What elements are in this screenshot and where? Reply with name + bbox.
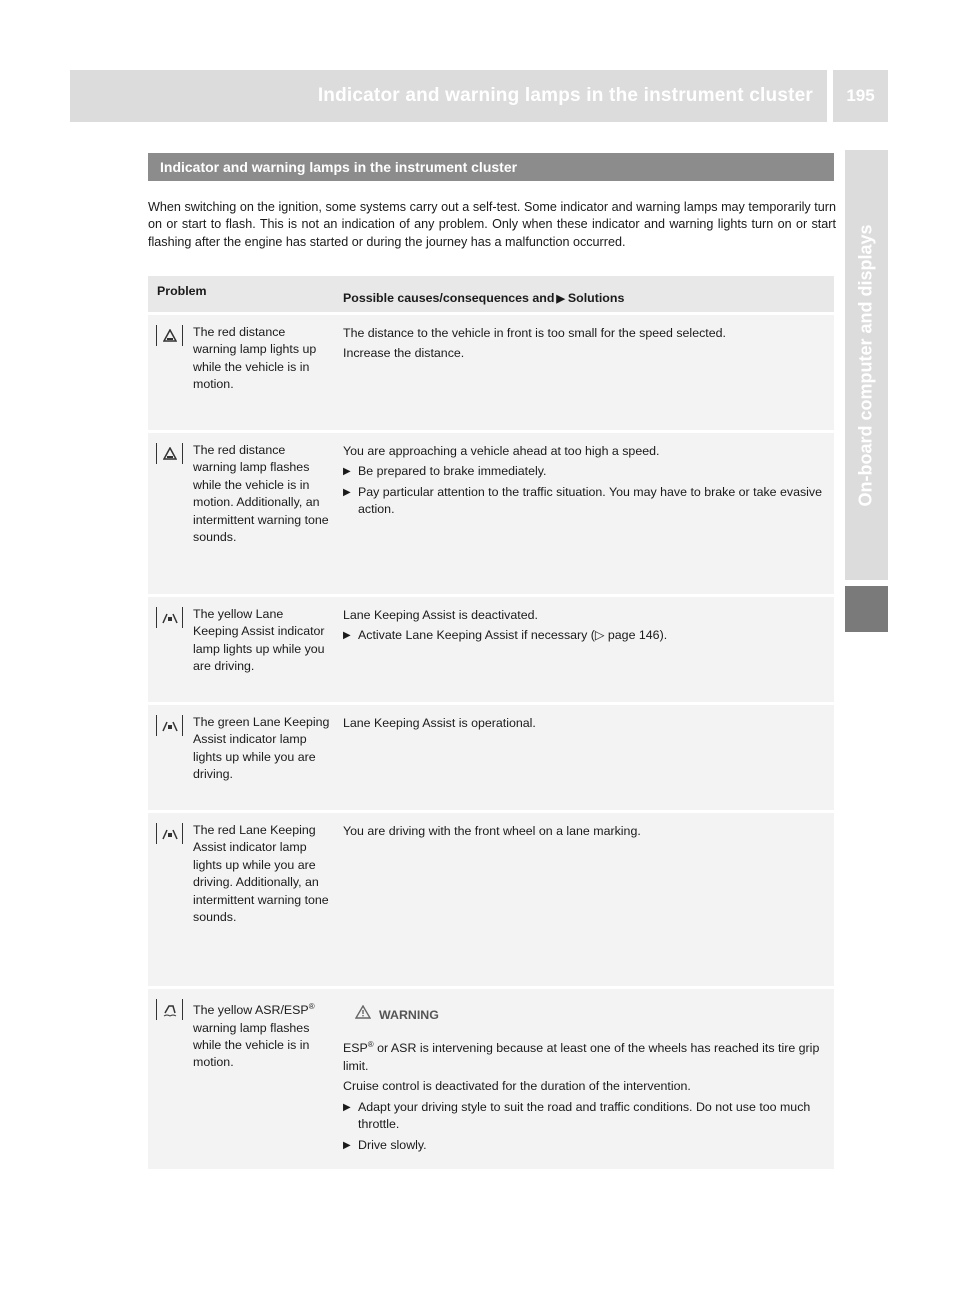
- warning-heading: [355, 1005, 824, 1024]
- solution-arrow-icon: ▶: [556, 293, 565, 305]
- side-chapter-tab: [845, 150, 888, 580]
- cause-text-part: ESP: [343, 1041, 368, 1056]
- table-row: [148, 813, 834, 986]
- distance-warning-icon: [156, 325, 183, 346]
- problem-text: The yellow Lane Keeping Assist indicator lamp lights up while you are driving.: [193, 607, 325, 674]
- lane-keeping-icon: [156, 715, 183, 736]
- problem-text: The green Lane Keeping Assist indicator lamp lights up while you are driving.: [193, 715, 330, 782]
- problem-text-part: The yellow ASR/ESP: [193, 1003, 309, 1018]
- solution-item: ▶ Pay particular attention to the traffic situation. You may have to brake or take evasive action.: [343, 484, 824, 519]
- col-causes-text: Possible causes/consequences and: [343, 291, 555, 305]
- problem-text: The red distance warning lamp flashes while the vehicle is in motion. Additionally, an intermittent warning tone sounds.: [193, 443, 329, 545]
- col-solutions-text: Solutions: [567, 291, 625, 305]
- page-header: [70, 70, 888, 122]
- solution-item: ▶ Adapt your driving style to suit the road and traffic conditions. Do not use too much throttle.: [343, 1099, 824, 1134]
- table-header: [148, 276, 834, 312]
- solution-item: ▶ Activate Lane Keeping Assist if necessary (▷ page 146).: [343, 627, 824, 644]
- lamp-table: [148, 276, 834, 1169]
- page-number: 195: [833, 70, 888, 122]
- col-causes-header: [343, 291, 624, 305]
- lane-keeping-icon: [156, 823, 183, 844]
- table-row: [148, 597, 834, 702]
- cause-text: [343, 1036, 824, 1075]
- section-title: Indicator and warning lamps in the instrument cluster: [148, 153, 834, 181]
- col-problem-header: Problem: [157, 284, 207, 298]
- cause-text: Lane Keeping Assist is deactivated.: [343, 608, 538, 622]
- warning-triangle-icon: [355, 1005, 371, 1024]
- lane-keeping-icon: [156, 607, 183, 628]
- cause-text: Cruise control is deactivated for the duration of the intervention.: [343, 1079, 691, 1094]
- cause-text: The distance to the vehicle in front is too small for the speed selected.: [343, 326, 726, 340]
- cause-text: You are driving with the front wheel on a lane marking.: [343, 824, 641, 838]
- problem-text: The red distance warning lamp lights up while the vehicle is in motion.: [193, 325, 317, 392]
- cause-text: Increase the distance.: [343, 346, 465, 361]
- problem-text-part: warning lamp flashes while the vehicle is in motion.: [193, 1020, 310, 1070]
- table-row: [148, 433, 834, 594]
- distance-warning-icon: [156, 443, 183, 464]
- side-chapter-marker: [845, 586, 888, 632]
- problem-text: [193, 998, 332, 1159]
- table-row: [148, 705, 834, 810]
- registered-mark: ®: [308, 1002, 315, 1011]
- esp-skid-icon: [156, 999, 183, 1020]
- header-title: Indicator and warning lamps in the instrument cluster: [70, 70, 827, 122]
- registered-mark: ®: [367, 1040, 374, 1050]
- side-tab-label: On-board computer and displays: [856, 223, 877, 507]
- intro-paragraph: When switching on the ignition, some systems carry out a self-test. Some indicator and warning lamps may temporarily turn on or start to flash. This is not an indication of any problem. Only when these indicator and warning lights turn on or start flashing after the engine has started or during the journey has a malfunction occurred.: [148, 200, 836, 249]
- cause-text-part: or ASR is intervening because at least one of the wheels has reached its tire grip limit.: [343, 1041, 820, 1073]
- solution-item: ▶ Drive slowly.: [343, 1137, 824, 1154]
- table-row: [148, 989, 834, 1169]
- cause-text: You are approaching a vehicle ahead at too high a speed.: [343, 444, 660, 458]
- table-row: [148, 315, 834, 430]
- cause-text: Lane Keeping Assist is operational.: [343, 716, 536, 730]
- solution-item: ▶ Be prepared to brake immediately.: [343, 463, 824, 480]
- warning-label: WARNING: [379, 1008, 439, 1022]
- problem-text: The red Lane Keeping Assist indicator lamp lights up while you are driving. Additionally, an intermittent warning tone sounds.: [193, 823, 329, 925]
